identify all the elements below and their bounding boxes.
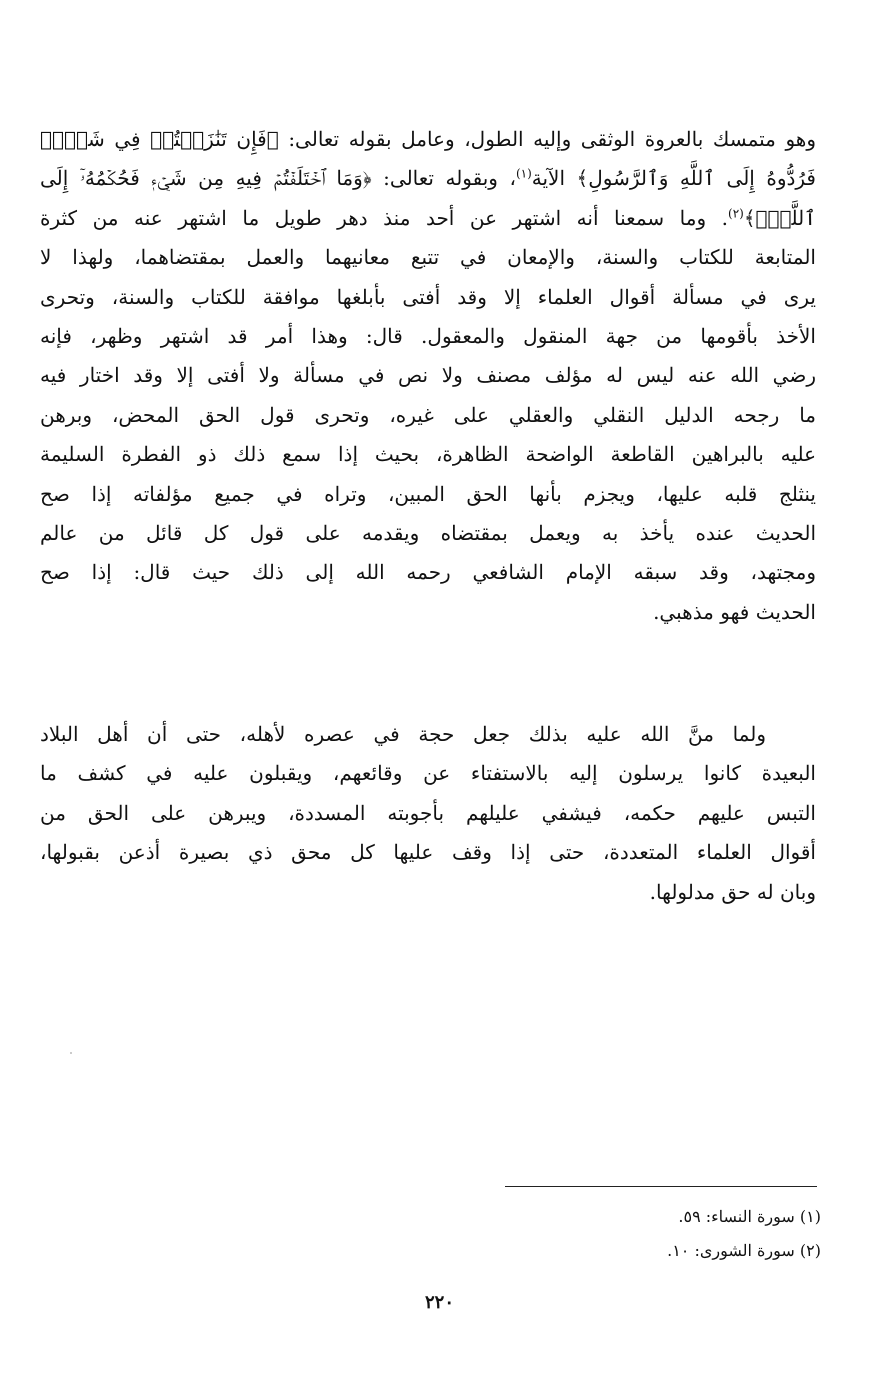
page-number: ٢٢٠ [424,1292,454,1313]
text-line: الأخذ بأقومها من جهة المنقول والمعقول. قال: وهذا أمر قد اشتهر وظهر، فإنه [40,323,816,348]
text-line: ومجتهد، وقد سبقه الإمام الشافعي رحمه الله إلى ذلك حيث قال: إذا صح [40,560,816,585]
text-line: ولما منَّ الله عليه بذلك جعل حجة في عصره لأهله، حتى أن أهل البلاد [40,722,767,746]
footnote-2: (٢) سورة الشورى: ١٠. [667,1241,821,1260]
text-line: الحديث فهو مذهبي. [653,599,816,624]
scan-speck [70,1052,72,1054]
text-line: البعيدة كانوا يرسلون إليه بالاستفتاء عن وقائعهم، ويقبلون عليه في كشف ما [40,761,816,786]
footnote-ref-2: (٢) [728,206,744,221]
text-line: ينثلج قلبه عليها، ويجزم بأنها الحق المبين، وتراه في جميع مؤلفاته إذا صح [40,481,816,506]
paragraph-1 [40,120,816,632]
text-line: المتابعة للكتاب والسنة، والإمعان في تتبع معانيهما والعمل بمقتضاهما، ولهذا لا [40,245,816,270]
text-line: رضي الله عنه ليس له مؤلف مصنف ولا نص في مسألة ولا أفتى إلا وقد اختار فيه [40,363,816,388]
text-line: وهو متمسك بالعروة الوثقى وإليه الطول، وعامل بقوله تعالى: ﴿فَإِن تَنَٰزَعۡتُمۡ فِي شَيۡءٖ [40,127,816,151]
text-line: ما رجحه الدليل النقلي والعقلي على غيره، وتحرى قول الحق المحض، وبرهن [40,402,816,427]
footnotes [501,1200,821,1268]
paragraph-2 [40,715,816,912]
text-line: أقوال العلماء المتعددة، حتى إذا وقف عليها كل محق ذي بصيرة أذعن بقبولها، [40,840,816,865]
text-line-part: فَرُدُّوهُ إِلَى ٱللَّهِ وَٱلرَّسُولِ﴾ الآية [531,166,816,191]
text-line-part: ٱللَّهِۚ﴾ [743,205,816,230]
text-line: وبان له حق مدلولها. [649,879,816,904]
text-line [40,159,816,198]
footnote-ref-1: (١) [515,166,532,181]
text-line: التبس عليهم حكمه، فيشفي عليلهم بأجوبته المسددة، ويبرهن على الحق من [40,800,816,825]
text-line [40,199,816,238]
text-line: يرى في مسألة أقوال العلماء إلا وقد أفتى بأبلغها موافقة للكتاب والسنة، وتحرى [40,284,816,309]
text-line-part: ، وبقوله تعالى: ﴿وَمَا ٱخۡتَلَفۡتُمۡ فِيهِ مِن شَيۡءٖ فَحُكۡمُهُۥٓ إِلَى [40,166,516,191]
footnote-1: (١) سورة النساء: ٥٩. [678,1207,821,1226]
text-line-part: . وما سمعنا أنه اشتهر عن أحد منذ دهر طويل ما اشتهر عنه من كثرة [40,205,728,230]
text-line: عليه بالبراهين القاطعة الواضحة الظاهرة، بحيث إذا سمع ذلك ذو الفطرة السليمة [40,442,816,467]
text-line: الحديث عنده يأخذ به ويعمل بمقتضاه ويقدمه على قول كل قائل من عالم [40,520,816,545]
footnote-divider [505,1186,817,1187]
